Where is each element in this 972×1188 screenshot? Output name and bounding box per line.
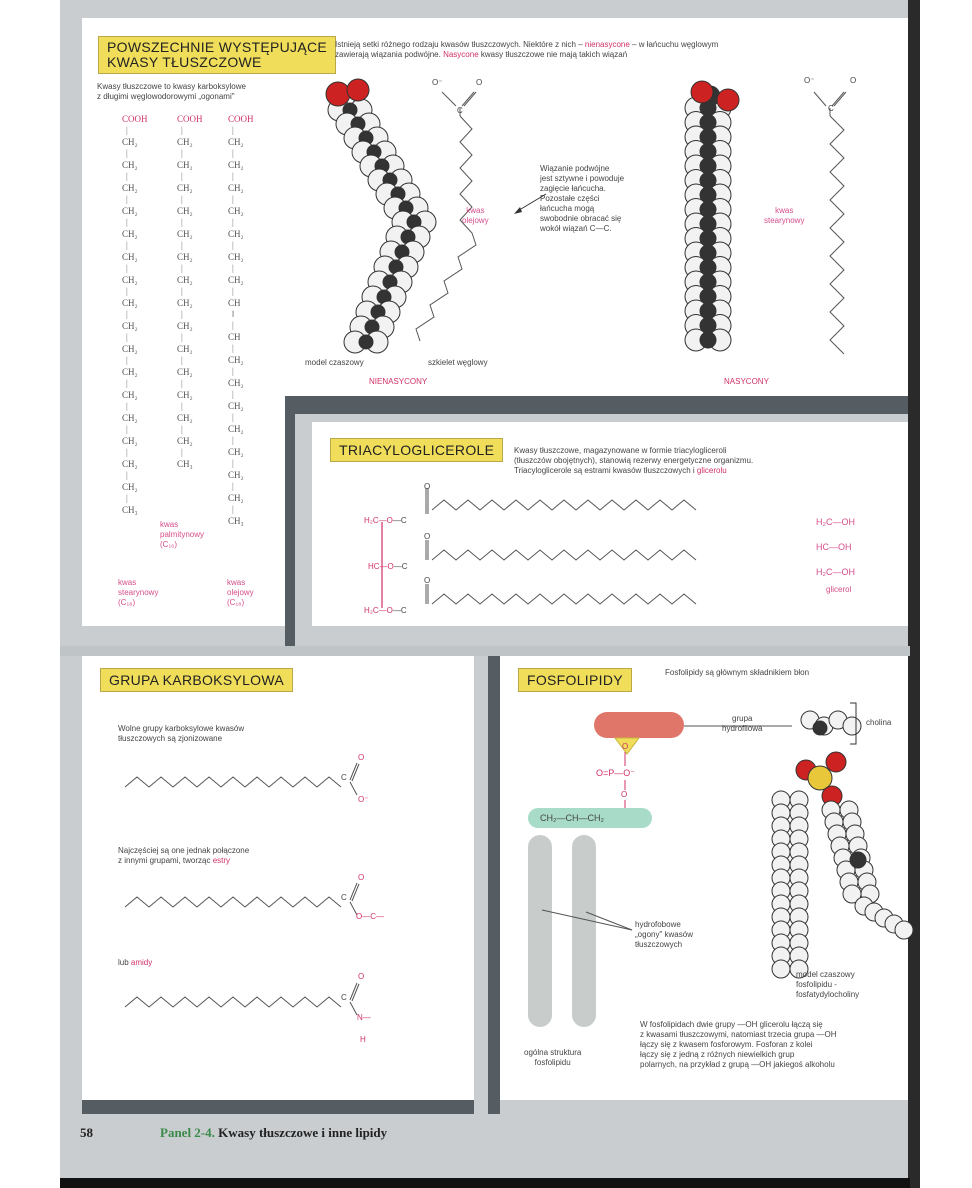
- atom-sphere: [895, 921, 913, 939]
- text-line: Wolne grupy karboksylowe kwasów: [118, 724, 245, 733]
- formula-group: CH₂: [228, 183, 244, 193]
- bond: |: [232, 504, 234, 514]
- hydrophobic-label: [635, 920, 693, 950]
- h2c-o: H₂C—O: [364, 516, 393, 525]
- formula-group: CH₂: [177, 413, 193, 423]
- note-line: Pozostałe części: [540, 194, 600, 203]
- h2c-o: H₂C—O: [364, 606, 393, 615]
- unsaturated-label: NIENASYCONY: [369, 377, 428, 386]
- stearic-space-filling-model: [670, 70, 750, 360]
- bond: |: [126, 125, 128, 135]
- formula-group: CH₂: [228, 229, 244, 239]
- divider-strip: [285, 396, 908, 414]
- bond: |: [232, 481, 234, 491]
- formula-group: CH₃: [228, 516, 244, 526]
- ester-c: C: [341, 893, 347, 902]
- oleic-label: [462, 206, 489, 226]
- ester-o-c: O—C—: [356, 912, 384, 921]
- formula-group: CH₂: [177, 321, 193, 331]
- bond: |: [126, 217, 128, 227]
- triacylglycerol-text: [514, 446, 894, 476]
- carboxyl-o-a: O: [358, 753, 365, 762]
- atom-sphere: [826, 752, 846, 772]
- glycerol-line: HC—OH: [816, 542, 852, 552]
- skeleton-label: szkielet węglowy: [428, 358, 488, 367]
- carboxyl-title: GRUPA KARBOKSYLOWA: [100, 668, 293, 692]
- glycerol-term: glicerolu: [696, 466, 727, 475]
- pl-model-label: [796, 970, 859, 1000]
- label-line: olejowy: [462, 216, 489, 225]
- note-line: zagięcie łańcucha.: [540, 184, 606, 193]
- bond: |: [126, 240, 128, 250]
- bond: |: [126, 263, 128, 273]
- atom-sphere: [850, 852, 866, 868]
- divider-strip: [285, 396, 295, 646]
- formula-group: CH₂: [177, 436, 193, 446]
- ionized-chain: [125, 755, 375, 815]
- general-structure-label: [524, 1048, 581, 1068]
- formula-group: CH₂: [177, 344, 193, 354]
- bond: |: [181, 125, 183, 135]
- formula-group: CH₂: [228, 401, 244, 411]
- atom-sphere: [813, 721, 827, 735]
- intro-line: Kwasy tłuszczowe to kwasy karboksylowe: [97, 82, 246, 91]
- bond: |: [181, 217, 183, 227]
- formula-group: CH₂: [122, 344, 138, 354]
- bond: |: [232, 148, 234, 158]
- page-number: 58: [80, 1125, 93, 1140]
- stearic-skeleton: [800, 78, 860, 368]
- amide-c: C: [341, 993, 347, 1002]
- carboxyl-text3: [118, 958, 152, 968]
- panel-caption: [160, 1125, 387, 1141]
- name-line: olejowy: [227, 588, 254, 597]
- scan-edge: [60, 1178, 910, 1188]
- formula-group: CH₂: [122, 413, 138, 423]
- phosphate-o-bottom: O: [621, 790, 628, 799]
- bond: |: [126, 470, 128, 480]
- bond: |: [181, 447, 183, 457]
- tri-o2: O: [424, 532, 431, 541]
- name-line: stearynowy: [118, 588, 159, 597]
- panel-number: Panel 2-4.: [160, 1125, 215, 1140]
- bond: |: [232, 366, 234, 376]
- atom-sphere: [691, 81, 713, 103]
- bond: |: [181, 309, 183, 319]
- ester-chain: [125, 875, 385, 935]
- fatty-acids-title: [98, 36, 336, 74]
- formula-group: CH₂: [177, 367, 193, 377]
- text-line: Kwasy tłuszczowe, magazynowane w formie triacylogliceroli: [514, 446, 727, 455]
- label-line: hydrofilowa: [722, 724, 763, 733]
- panel-title: Kwasy tłuszczowe i inne lipidy: [218, 1125, 388, 1140]
- formula-group: CH₂: [177, 298, 193, 308]
- formula-group: CH₃: [122, 505, 138, 515]
- formula-group: CH₂: [122, 275, 138, 285]
- intro-line: z długimi węglowodorowymi „ogonami": [97, 92, 235, 101]
- amide-o: O: [358, 972, 365, 981]
- hydrophilic-head: [594, 712, 684, 738]
- glycerol-label: glicerol: [826, 585, 852, 594]
- unsaturated-term: nienasycone: [584, 40, 630, 49]
- note-line: jest sztywne i powoduje: [540, 174, 625, 183]
- phospholipid-subtitle: Fosfolipidy są głównym składnikiem błon: [665, 668, 810, 677]
- bond: |: [181, 378, 183, 388]
- carboxyl-c-a: C: [341, 773, 347, 782]
- text-span: – w łańcuchu węglowym: [629, 40, 719, 49]
- label-line: fosfolipidu: [534, 1058, 571, 1067]
- stearic-name: [118, 578, 158, 608]
- tri-o1: O: [424, 482, 431, 491]
- stearic-o-minus: O⁻: [804, 76, 815, 85]
- formula-group: CH₂: [228, 275, 244, 285]
- formula-group: CH₂: [228, 137, 244, 147]
- stearic-o: O: [850, 76, 857, 85]
- choline-bracket: [848, 702, 860, 746]
- label-line: fosfolipidu -: [796, 980, 837, 989]
- name-line: palmitynowy: [160, 530, 205, 539]
- phospholipid-space-filling-model: [740, 700, 910, 1000]
- title-line: KWASY TŁUSZCZOWE: [107, 54, 262, 70]
- atom-sphere: [772, 960, 790, 978]
- amide-term: amidy: [130, 958, 153, 967]
- note-line: swobodnie obracać się: [540, 214, 622, 223]
- glycerol-line: H₂C—OH: [816, 517, 855, 527]
- bond: |: [126, 286, 128, 296]
- carboxyl-text2: [118, 846, 249, 866]
- atom-sphere: [326, 82, 350, 106]
- name-line: kwas: [227, 578, 246, 587]
- formula-group: CH₂: [122, 436, 138, 446]
- formula-group: CH₂: [228, 447, 244, 457]
- label-line: „ogony" kwasów: [635, 930, 693, 939]
- bond: |: [232, 435, 234, 445]
- page-edge: [908, 0, 920, 1188]
- formula-group: CH₂: [122, 367, 138, 377]
- name-line: (C₁₆): [160, 540, 178, 549]
- formula-group: CH₂: [122, 137, 138, 147]
- model-label: model czaszowy: [305, 358, 364, 367]
- bond: |: [232, 389, 234, 399]
- name-line: (C₁₈): [118, 598, 136, 607]
- choline-label: cholina: [866, 718, 892, 727]
- text-span: lub: [118, 958, 131, 967]
- triacylglycerol-structure: [360, 480, 740, 620]
- formula-group: CH₂: [228, 378, 244, 388]
- carboxyl-text1: [118, 724, 244, 744]
- formula-group: CH₂: [228, 355, 244, 365]
- top-intro-text: [335, 40, 875, 60]
- stearic-formula: [122, 113, 148, 516]
- text-line: łączy się z jedną z różnych niewielkich grup: [640, 1050, 795, 1059]
- saturated-label: NASYCONY: [724, 377, 769, 386]
- label-line: kwas: [466, 206, 485, 215]
- formula-group: CH₂: [177, 206, 193, 216]
- atom-sphere: [717, 89, 739, 111]
- tri-o3: O: [424, 576, 431, 585]
- text-line: polarnych, na przykład z grupą —OH jakiegoś alkoholu: [640, 1060, 835, 1069]
- bond: |: [232, 194, 234, 204]
- bond: |: [181, 286, 183, 296]
- bond: |: [126, 401, 128, 411]
- formula-group: CH₂: [122, 183, 138, 193]
- divider-strip: [60, 646, 910, 656]
- bond: |: [232, 171, 234, 181]
- bond: |: [181, 355, 183, 365]
- formula-group: CH₂: [177, 183, 193, 193]
- formula-group: CH₂: [122, 321, 138, 331]
- bond: |: [232, 458, 234, 468]
- formula-group: CH₂: [122, 459, 138, 469]
- stearic-c: C: [828, 104, 834, 113]
- formula-group: CH₂: [177, 390, 193, 400]
- double-bond-note: [540, 164, 624, 234]
- name-line: kwas: [118, 578, 137, 587]
- saturated-term: Nasycone: [443, 50, 479, 59]
- formula-group: CH: [228, 332, 241, 342]
- formula-group: CH₃: [177, 459, 193, 469]
- bond: |: [181, 171, 183, 181]
- bond: |: [181, 332, 183, 342]
- formula-group: CH₂: [228, 424, 244, 434]
- ester-o: O: [358, 873, 365, 882]
- formula-group: CH₂: [122, 252, 138, 262]
- phosphate-group: O=P—O⁻: [596, 768, 636, 778]
- label-line: ogólna struktura: [524, 1048, 582, 1057]
- bond: |: [126, 493, 128, 503]
- glycerol-line: H₂C—OH: [816, 567, 855, 577]
- text-span: Triacyloglicerole są estrami kwasów tłuszczowych i: [514, 466, 697, 475]
- phospholipid-bottom-text: [640, 1020, 837, 1070]
- bond: |: [181, 148, 183, 158]
- bond: |: [181, 194, 183, 204]
- text-line: W fosfolipidach dwie grupy —OH glicerolu łączą się: [640, 1020, 823, 1029]
- bond: |: [232, 343, 234, 353]
- bond: |: [232, 240, 234, 250]
- tri-row2: HC—O—C: [368, 562, 408, 571]
- formula-group: CH₂: [177, 252, 193, 262]
- formula-group: CH₂: [228, 160, 244, 170]
- bond: |: [181, 424, 183, 434]
- text-line: Najczęściej są one jednak połączone: [118, 846, 250, 855]
- bond: |: [126, 378, 128, 388]
- formula-group: CH₂: [122, 390, 138, 400]
- phosphate-o-top: O: [622, 742, 629, 751]
- bond: |: [181, 263, 183, 273]
- bond: |: [126, 148, 128, 158]
- bond: |: [232, 412, 234, 422]
- formula-group: CH₂: [122, 298, 138, 308]
- carboxyl-o-minus: O⁻: [358, 795, 369, 804]
- label-line: model czaszowy: [796, 970, 855, 979]
- note-line: Wiązanie podwójne: [540, 164, 610, 173]
- atom-sphere: [700, 332, 716, 348]
- panel-shadow: [82, 1100, 474, 1114]
- text-span: Istnieją setki różnego rodzaju kwasów tłuszczowych. Niektóre z nich –: [335, 40, 585, 49]
- bond: |: [126, 194, 128, 204]
- formula-group: CH₂: [228, 206, 244, 216]
- bond: |: [126, 447, 128, 457]
- formula-group: COOH: [122, 114, 148, 124]
- note-line: wokół wiązań C—C.: [540, 224, 612, 233]
- bond: |: [126, 171, 128, 181]
- amide-h: H: [360, 1035, 366, 1044]
- palmitic-formula: [177, 113, 203, 470]
- label-line: kwas: [775, 206, 794, 215]
- formula-group: CH₂: [122, 160, 138, 170]
- bond: |: [126, 332, 128, 342]
- text-span: z innymi grupami, tworząc: [118, 856, 213, 865]
- note-arrow: [510, 190, 550, 220]
- oleic-c: C: [457, 106, 463, 115]
- formula-group: CH₂: [122, 206, 138, 216]
- formula-group: CH₂: [177, 137, 193, 147]
- formula-group: CH: [228, 298, 241, 308]
- formula-group: CH₂: [228, 493, 244, 503]
- stearic-label: [764, 206, 804, 226]
- label-line: hydrofobowe: [635, 920, 681, 929]
- label-line: fosfatydylocholiny: [796, 990, 860, 999]
- bond: |: [126, 309, 128, 319]
- text-span: kwasy tłuszczowe nie mają takich wiązań: [478, 50, 628, 59]
- text-span: zawierają wiązania podwójne.: [335, 50, 444, 59]
- amide-chain: [125, 975, 385, 1035]
- title-line: POWSZECHNIE WYSTĘPUJĄCE: [107, 39, 328, 55]
- formula-group: CH₂: [122, 229, 138, 239]
- atom-sphere: [347, 79, 369, 101]
- name-line: kwas: [160, 520, 179, 529]
- atom-sphere: [359, 335, 373, 349]
- name-line: (C₁₈): [227, 598, 245, 607]
- bond: |: [181, 401, 183, 411]
- glycerol-backbone-text: CH₂—CH—CH₂: [540, 813, 604, 823]
- formula-group: CH₂: [228, 470, 244, 480]
- tri-row1: H₂C—O—C: [364, 516, 407, 525]
- bond: |: [232, 217, 234, 227]
- label-line: stearynowy: [764, 216, 805, 225]
- text-line: łączy się z kwasem fosforowym. Fosforan z kolei: [640, 1040, 813, 1049]
- label-line: tłuszczowych: [635, 940, 683, 949]
- fatty-acids-intro: [97, 82, 287, 102]
- bond: |: [232, 263, 234, 273]
- formula-group: CH₂: [177, 275, 193, 285]
- bond: |: [232, 125, 234, 135]
- phosphate-bonds: [621, 752, 629, 812]
- text-line: tłuszczowych są zjonizowane: [118, 734, 223, 743]
- bond: |: [232, 320, 234, 330]
- glycerol-structure: [816, 510, 855, 585]
- panel-shadow: [488, 656, 500, 1114]
- bond: |: [181, 240, 183, 250]
- ester-term: estry: [212, 856, 231, 865]
- bond: |: [126, 424, 128, 434]
- label-line: grupa: [732, 714, 753, 723]
- tail-pointers: [540, 900, 640, 940]
- bond: |: [126, 355, 128, 365]
- oleic-o: O: [476, 78, 483, 87]
- formula-group: CH₂: [177, 160, 193, 170]
- text-line: z kwasami tłuszczowymi, natomiast trzecia grupa —OH: [640, 1030, 837, 1039]
- formula-group: COOH: [228, 114, 254, 124]
- oleic-o-minus: O⁻: [432, 78, 443, 87]
- formula-group: COOH: [177, 114, 203, 124]
- palmitic-name: [160, 520, 204, 550]
- bond: |: [232, 286, 234, 296]
- bond: ‖: [232, 309, 235, 319]
- formula-group: CH₂: [177, 229, 193, 239]
- formula-group: CH₂: [228, 252, 244, 262]
- phospholipid-title: FOSFOLIPIDY: [518, 668, 632, 692]
- triacylglycerol-title: TRIACYLOGLICEROLE: [330, 438, 503, 462]
- oleic-formula: [228, 113, 254, 527]
- formula-group: CH₂: [122, 482, 138, 492]
- oleic-name: [227, 578, 254, 608]
- amide-n: N—: [357, 1013, 371, 1022]
- text-line: (tłuszczów obojętnych), stanowią rezerwy energetyczne organizmu.: [514, 456, 754, 465]
- hc-o: HC—O: [368, 562, 394, 571]
- note-line: łańcucha mogą: [540, 204, 595, 213]
- tri-row3: H₂C—O—C: [364, 606, 407, 615]
